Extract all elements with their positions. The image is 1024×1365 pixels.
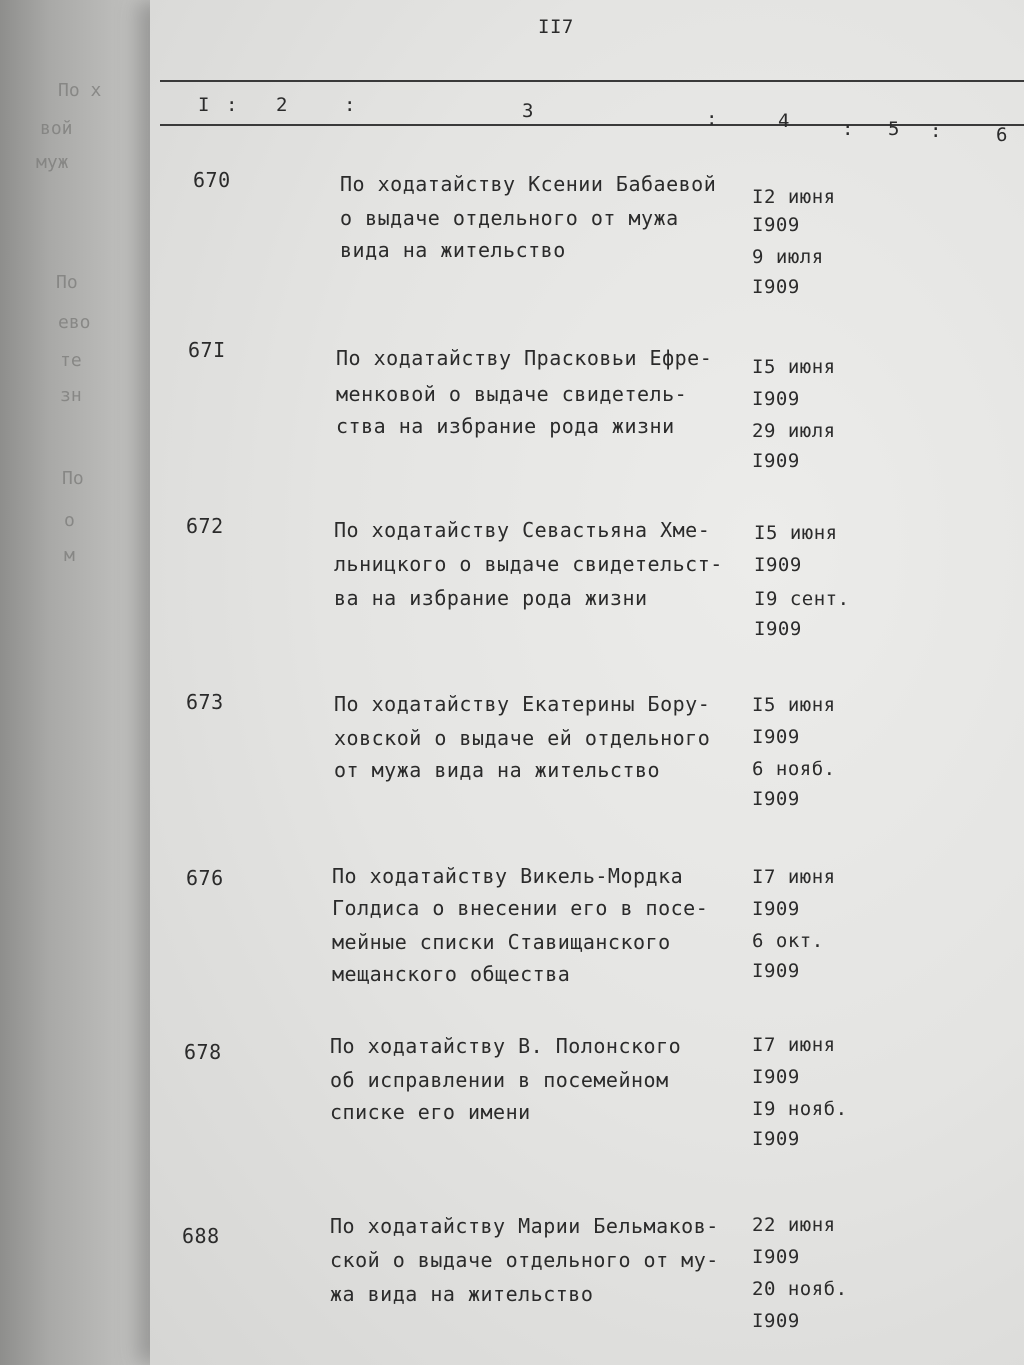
bleed-text: муж	[36, 152, 69, 173]
entry-description-line: менковой о выдаче свидетель-	[336, 382, 688, 406]
entry-date: I909	[752, 960, 800, 982]
entry-description-line: По ходатайству В. Полонского	[330, 1034, 682, 1058]
entry-date: I5 июня	[752, 356, 836, 378]
entry-date: 9 июля	[752, 246, 824, 268]
document-page	[150, 0, 1024, 1365]
bleed-text: ево	[58, 312, 91, 333]
entry-description-line: льницкого о выдаче свидетельст-	[334, 552, 723, 576]
col-sep: :	[706, 108, 718, 130]
entry-description-line: жа вида на жительство	[330, 1282, 594, 1306]
facing-page-edge	[0, 0, 150, 1365]
entry-date: 22 июня	[752, 1214, 836, 1236]
bleed-text: вой	[40, 118, 73, 139]
entry-date: 20 нояб.	[752, 1278, 848, 1300]
entry-date: I5 июня	[754, 522, 838, 544]
entry-date: 6 нояб.	[752, 758, 836, 780]
entry-description-line: вида на жительство	[340, 238, 566, 262]
col-sep: :	[344, 94, 356, 116]
col-header-2: 2	[276, 94, 288, 116]
entry-date: I909	[752, 788, 800, 810]
page-number: II7	[538, 16, 574, 38]
entry-description-line: списке его имени	[330, 1100, 531, 1124]
entry-number: 673	[186, 690, 224, 714]
col-sep: :	[226, 94, 238, 116]
header-rule-top	[160, 80, 1024, 82]
entry-description-line: По ходатайству Ксении Бабаевой	[340, 172, 717, 196]
bleed-text: По	[62, 468, 84, 489]
entry-date: I909	[752, 450, 800, 472]
entry-date: 6 окт.	[752, 930, 824, 952]
col-header-3: 3	[522, 100, 534, 122]
entry-date: I909	[752, 726, 800, 748]
entry-number: 67I	[188, 338, 226, 362]
entry-date: I909	[752, 276, 800, 298]
col-header-1: I	[198, 94, 210, 116]
bleed-text: зн	[60, 385, 82, 406]
entry-date: I5 июня	[752, 694, 836, 716]
entry-date: I909	[752, 898, 800, 920]
entry-date: I9 сент.	[754, 588, 850, 610]
bleed-text: о	[64, 510, 75, 531]
entry-description-line: мейные списки Ставищанского	[332, 930, 671, 954]
entry-description-line: ства на избрание рода жизни	[336, 414, 675, 438]
entry-date: I7 июня	[752, 866, 836, 888]
entry-date: I909	[752, 1310, 800, 1332]
bleed-text: м	[64, 545, 75, 566]
col-sep: :	[930, 120, 942, 142]
entry-description-line: По ходатайству Екатерины Бору-	[334, 692, 711, 716]
entry-date: I2 июня	[752, 186, 836, 208]
entry-description-line: от мужа вида на жительство	[334, 758, 661, 782]
entry-date: I909	[752, 214, 800, 236]
entry-description-line: ва на избрание рода жизни	[334, 586, 648, 610]
col-header-5: 5	[888, 118, 900, 140]
entry-date: I909	[752, 1246, 800, 1268]
entry-date: I909	[752, 1066, 800, 1088]
entry-description-line: об исправлении в посемейном	[330, 1068, 669, 1092]
entry-number: 672	[186, 514, 224, 538]
bleed-text: По	[56, 272, 78, 293]
entry-description-line: ской о выдаче отдельного от му-	[330, 1248, 719, 1272]
entry-description-line: По ходатайству Севастьяна Хме-	[334, 518, 711, 542]
entry-date: I909	[752, 388, 800, 410]
entry-number: 676	[186, 866, 224, 890]
bleed-text: По х	[58, 80, 102, 101]
entry-description-line: По ходатайству Викель-Мордка	[332, 864, 684, 888]
entry-number: 678	[184, 1040, 222, 1064]
entry-description-line: о выдаче отдельного от мужа	[340, 206, 679, 230]
col-header-4: 4	[778, 110, 790, 132]
entry-date: I909	[754, 618, 802, 640]
col-header-6: 6	[996, 124, 1008, 146]
entry-description-line: мещанского общества	[332, 962, 571, 986]
entry-number: 670	[193, 168, 231, 192]
entry-number: 688	[182, 1224, 220, 1248]
entry-description-line: По ходатайству Марии Бельмаков-	[330, 1214, 719, 1238]
entry-description-line: Голдиса о внесении его в посе-	[332, 896, 709, 920]
entry-date: I9 нояб.	[752, 1098, 848, 1120]
entry-date: I7 июня	[752, 1034, 836, 1056]
entry-description-line: ховской о выдаче ей отдельного	[334, 726, 711, 750]
entry-date: I909	[754, 554, 802, 576]
col-sep: :	[842, 118, 854, 140]
entry-date: I909	[752, 1128, 800, 1150]
entry-date: 29 июля	[752, 420, 836, 442]
entry-description-line: По ходатайству Прасковьи Ефре-	[336, 346, 713, 370]
bleed-text: те	[60, 350, 82, 371]
